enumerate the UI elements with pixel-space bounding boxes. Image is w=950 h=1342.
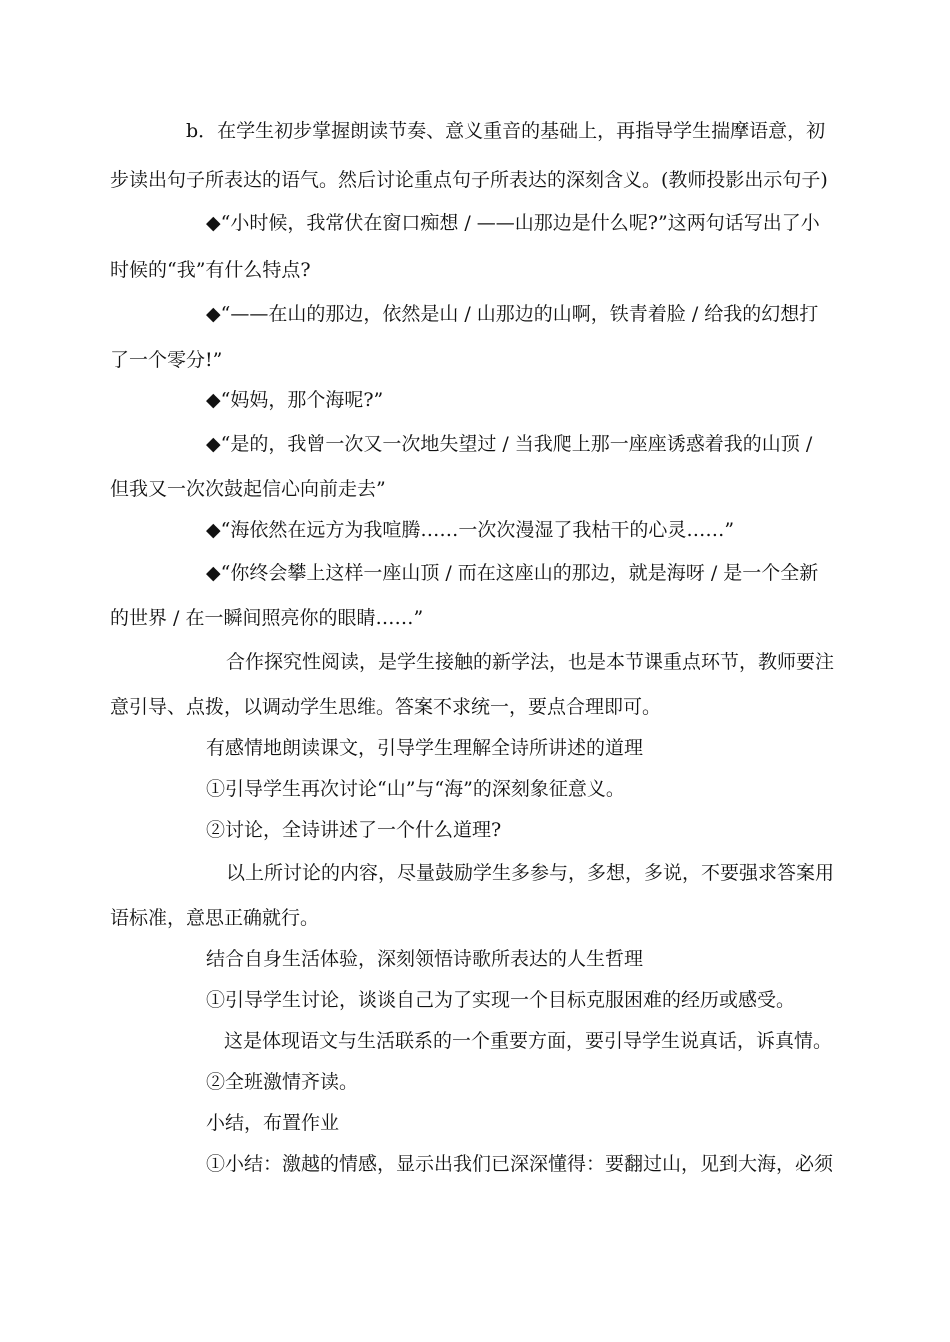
text-line: ①引导学生再次讨论“山”与“海”的深刻象征意义。	[206, 778, 625, 800]
text-line: 步读出句子所表达的语气。然后讨论重点句子所表达的深刻含义。(教师投影出示句子)	[110, 169, 828, 191]
text-line: 以上所讨论的内容，尽量鼓励学生多参与，多想，多说，不要强求答案用	[226, 862, 835, 884]
text-line: ◆“海依然在远方为我喧腾……一次次漫湿了我枯干的心灵……”	[206, 519, 735, 541]
text-line: 小结，布置作业	[206, 1112, 340, 1134]
text-line: ◆“你终会攀上这样一座山顶 / 而在这座山的那边，就是海呀 / 是一个全新	[206, 562, 819, 584]
text-line: ②讨论，全诗讲述了一个什么道理?	[206, 819, 502, 841]
text-line: ②全班激情齐读。	[206, 1071, 359, 1093]
text-line: ①引导学生讨论，谈谈自己为了实现一个目标克服困难的经历或感受。	[206, 989, 796, 1011]
text-line: ◆“小时候，我常伏在窗口痴想 / ——山那边是什么呢?”这两句话写出了小	[206, 212, 820, 234]
text-line: ◆“是的，我曾一次又一次地失望过 / 当我爬上那一座座诱惑着我的山顶 /	[206, 433, 813, 455]
text-line: ◆“妈妈，那个海呢?”	[206, 389, 384, 411]
text-line: 这是体现语文与生活联系的一个重要方面，要引导学生说真话，诉真情。	[224, 1030, 833, 1052]
text-line: 有感情地朗读课文，引导学生理解全诗所讲述的道理	[206, 737, 644, 759]
text-line: 结合自身生活体验，深刻领悟诗歌所表达的人生哲理	[206, 948, 644, 970]
text-line: 合作探究性阅读，是学生接触的新学法，也是本节课重点环节，教师要注	[226, 651, 835, 673]
text-line: 时候的“我”有什么特点?	[110, 259, 311, 281]
text-line: ◆“——在山的那边，依然是山 / 山那边的山啊，铁青着脸 / 给我的幻想打	[206, 303, 819, 325]
text-line: 了一个零分!”	[110, 349, 223, 371]
text-line: ①小结：激越的情感，显示出我们已深深懂得：要翻过山，见到大海，必须	[206, 1153, 834, 1175]
text-line: 意引导、点拨，以调动学生思维。答案不求统一，要点合理即可。	[110, 696, 662, 718]
text-line: 但我又一次次鼓起信心向前走去”	[110, 478, 386, 500]
text-line: 语标准，意思正确就行。	[110, 907, 320, 929]
text-line: b．在学生初步掌握朗读节奏、意义重音的基础上，再指导学生揣摩语意，初	[186, 120, 826, 142]
text-line: 的世界 / 在一瞬间照亮你的眼睛……”	[110, 607, 424, 629]
